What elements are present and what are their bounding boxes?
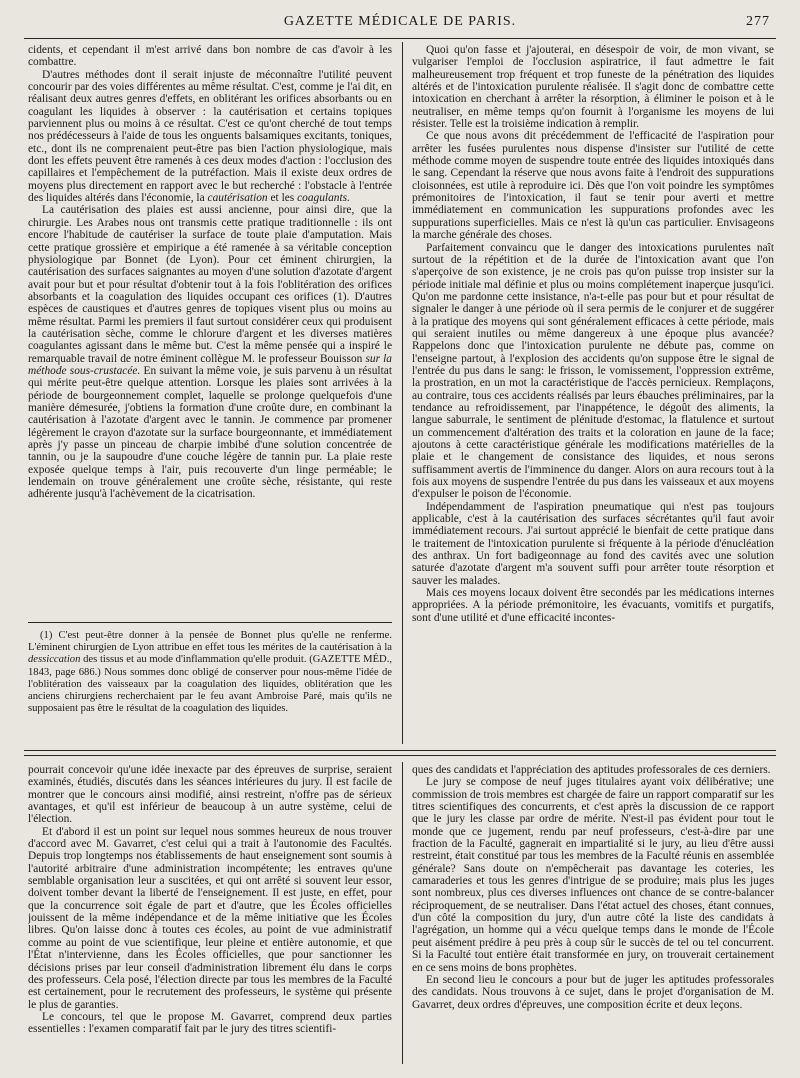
paragraph: Quoi qu'on fasse et j'ajouterai, en désespoir de voir, de mon vivant, se vulgariser l'emploi de l'occlusion aspiratrice, il faut admettre le fait malheureusement trop fréquent et trop funeste de la pénétration des liquides altérés et de l'intoxication purulente réalisée. Il s'agit donc de combattre cette intoxication en cherchant à arrêter la résorption, à éliminer le poison et à le neutraliser, en même temps qu'on fournit à l'organisme les moyens de lui résister. Telle est la troisième indication à remplir. [412,44,774,131]
lower-column-divider [402,762,403,1064]
upper-column-divider [402,42,403,744]
header-rule [24,38,776,39]
emphasis: sur la méthode sous-crustacée. [28,352,392,377]
section-rule-bottom [24,755,776,756]
paragraph: Mais ces moyens locaux doivent être secondés par les médications internes appropriées. A la période prémonitoire, les évacuants, vomitifs et purgatifs, sont d'une utilité et d'une efficacité incontes- [412,587,774,624]
lower-left-column [28,764,392,1064]
upper-right-column [412,44,774,744]
paragraph: Le concours, tel que le propose M. Gavarret, comprend deux parties essentielles : l'examen comparatif fait par le jury des titres scientifi- [28,1010,392,1036]
page-number: 277 [746,14,770,29]
paragraph: Le jury se compose de neuf juges titulaires ayant voix délibérative; une commission de trois membres est chargée de faire un rapport comparatif sur les titres scientifiques des concurrents, et c'est après la discussion de ce rapport que le jury les classe par ordre de mérite. N'est-il pas évident pour tout le monde que ce jugement, rendu par neuf professeurs, c'est-à-dire par une fraction de la Faculté, gagnerait en impartialité si le jury, au lieu d'être aussi restreint, était constitué par tous les membres de la Faculté réunis en assemblée générale? Sans doute on n'empêcherait pas davantage les coteries, les camaraderies et tous les genres d'intrigue de se produire; mais plus les juges sont nombreux, plus ces diverses influences ont chance de se contre-balancer réciproquement, de se neutraliser. Dans l'état actuel des choses, étant connues, d'un côté la composition du jury, d'un autre côté la liste des candidats à l'agrégation, un homme qui a vécu quelque temps dans le monde de l'École peut aisément prédire à peu près à coup sûr le succès de tel ou tel concurrent. Si la Faculté tout entière était transformée en jury, on trouverait certainement en ce sens moins de bons prophètes. [412,776,774,974]
paragraph: pourrait concevoir qu'une idée inexacte par des épreuves de surprise, seraient examinés, étudiés, discutés dans les séances intérieures du jury. Il est facile de montrer que le concours ainsi modifié, ainsi restreint, n'offre pas de sérieux avantages, et qu'il est inférieur de beaucoup à un autre système, celui de l'élection. [28,764,392,826]
paragraph: Et d'abord il est un point sur lequel nous sommes heureux de nous trouver d'accord avec M. Gavarret, c'est celui qui a trait à l'autonomie des Facultés. Depuis trop longtemps nos établissements de haut enseignement sont soumis à l'autorité arbitraire d'une administration incompétente; les entraves qu'une semblable organisation leur a suscitées, et qui ont arrêté si souvent leur essor, doivent tomber devant la liberté de l'enseignement. Il est juste, en effet, pour que la concurrence soit égale de part et d'autre, que les Écoles officielles jouissent de la même indépendance et de la même initiative que les Écoles libres. Qu'on laisse donc à toutes ces écoles, au point de vue administratif comme au point de vue scientifique, leur pleine et entière autonomie, et que l'État n'intervienne, dans les Écoles officielles, que pour sanctionner les décisions prises par leur conseil d'administration librement élu dans le corps des professeurs. Cela posé, l'élection directe par tous les membres de la Faculté est certainement, pour le recrutement des professeurs, le système qui présente le plus de garanties. [28,825,392,1011]
footnote-text: (1) C'est peut-être donner à la pensée de Bonnet plus qu'elle ne renferme. L'éminent chirurgien de Lyon attribue en effet tous les mérites de la cautérisation à la dessiccation des tissus et au mode d'inflammation qu'elle produit. (GAZETTE MÉD., 1843, page 686.) Nous sommes donc obligé de conserver pour nous-même l'idée de l'oblitération des vaisseaux par la coagulation des liquides, oblitération que les anciens chirurgiens recherchaient par le feu avant Ambroise Paré, mais qu'ils ne supposaient pas être le résultat de la coagulation des liquides. [28,630,392,715]
emphasis: dessiccation [28,654,81,666]
section-rule-top [24,750,776,751]
paragraph: ques des candidats et l'appréciation des aptitudes professorales de ces derniers. [412,764,771,776]
journal-title: GAZETTE MÉDICALE DE PARIS. [283,14,517,29]
running-header [30,14,770,36]
paragraph: Ce que nous avons dit précédemment de l'efficacité de l'aspiration pour arrêter les fusées purulentes nous dispense d'insister sur l'utilité de cette méthode comme moyen de suspendre toute entrée des liquides intoxiqués dans le sang. Cependant la réserve que nous avons faite à l'endroit des suppurations cloisonnées, est utile à reproduire ici. Dès que l'on voit poindre les symptômes prémonitoires de l'intoxication, il faut se tenir pour averti et mettre immédiatement en communication les suppurations profondes avec les suppurations superficielles. Mais ce n'est là qu'un cas particulier. Envisageons la marche générale des choses. [412,130,774,242]
footnote [28,630,392,744]
emphasis: cautérisation [207,192,268,205]
emphasis: coagulants. [297,192,350,205]
paragraph: Indépendamment de l'aspiration pneumatique qui n'est pas toujours applicable, c'est à la cautérisation des surfaces sécrétantes qu'il faut avoir immédiatement recours. J'ai surtout apprécié le bienfait de cette pratique dans le traitement de l'intoxication purulente si fréquente à la période d'énucléation des anthrax. Un fort badigeonnage au fond des cavités avec une solution saturée d'azotate d'argent m'a souvent suffi pour arrêter toute résorption et sauver les malades. [412,500,774,587]
upper-left-column [28,44,392,612]
paragraph: La cautérisation des plaies est aussi ancienne, pour ainsi dire, que la chirurgie. Les Arabes nous ont transmis cette pratique traditionnelle : ils ont encore l'habitude de cautériser la surface de toute plaie d'amputation. Mais cette pratique grossière et empirique a été ramenée à sa véritable conception physiologique par Bonnet (de Lyon). Pour cet éminent chirurgien, la cautérisation des surfaces saignantes au moyen d'une solution d'azotate d'argent avait pour but et pour résultat d'obtenir tout à la fois l'oblitération des orifices absorbants et la coagulation des liquides occupant ces orifices (1). D'autres espèces de caustiques et d'autres genres de topiques visent plus ou moins au même résultat. Parmi les premiers il faut surtout considérer ceux qui produisent la cautérisation sèche, comme le chlorure d'argent et les diverses matières coagulantes agissant dans le même but. C'est la même pensée qui a inspiré le remarquable travail de notre éminent collègue M. le professeur Bouisson sur la méthode sous-crustacée. En suivant la même voie, je suis parvenu à un résultat qui mérite peut-être quelque attention. Lorsque les plaies sont arrivées à la période de bourgeonnement complet, laquelle se prolonge quelquefois d'une manière démesurée, j'obtiens la formation d'une croûte dure, en combinant la cautérisation à l'azotate d'argent avec le tannin. Je commence par promener légèrement le crayon d'azotate sur la surface bourgeonnante, et immédiatement après j'y passe un pinceau de charpie imbibé d'une solution concentrée de tannin, ou je la saupoudre d'une couche légère de tannin pur. La plaie reste exposée quelque temps à l'air, puis recouverte d'un linge perméable; le lendemain on trouve généralement une croûte sèche, résistante, qui reste adhérente jusqu'à l'achèvement de la cicatrisation. [28,204,392,501]
paragraph: cidents, et cependant il m'est arrivé dans bon nombre de cas d'avoir à les combattre. [28,44,392,69]
lower-right-column [412,764,774,1064]
paragraph: Parfaitement convaincu que le danger des intoxications purulentes naît surtout de la répétition et de la durée de l'intoxication avant que l'on s'aperçoive de son existence, je ne crois pas qu'on puisse trop insister sur la période initiale mal définie et plus ou moins complétement inaperçue jusqu'ici. Qu'on me pardonne cette insistance, n'a-t-elle pas pour but et pour résultat de signaler le danger à une période où il sera permis de le conjurer et de suggérer à la pratique des moyens qui sont généralement efficaces à cette période, mais qui seraient inutiles ou même dangereux à une époque plus avancée? Rappelons donc que l'intoxication purulente ne débute pas, comme on l'enseigne partout, à l'explosion des accidents qu'on suppose être le signal de l'entrée du pus dans le sang: le frisson, le vomissement, l'oppression extrême, la prostration, en un mot la caractéristique de l'accès pernicieux. Remplaçons, au contraire, tous ces accidents réalisés par leurs ébauches préliminaires, par la tendance au refroidissement, par l'inappétence, le dégoût des aliments, la langue saburrale, le sentiment de plénitude d'estomac, la flatulence et surtout un commencement d'altération des traits et la coloration en jaune de la face; ajoutons à cette caractéristique générale les modifications matérielles de la plaie et le changement de consistance des liquides, et nous serons suffisamment avertis de l'imminence du danger. Alors on aura recours tout à la fois aux moyens de suspendre l'entrée du pus dans les vaisseaux et aux moyens d'expulser le poison de l'économie. [412,241,774,501]
footnote-rule [28,622,392,623]
paragraph: En second lieu le concours a pour but de juger les aptitudes professorales des candidats. Nous trouvons à ce sujet, dans le projet d'organisation de M. Gavarret, deux ordres d'épreuves, une composition écrite et deux leçons. [412,973,774,1011]
paragraph: D'autres méthodes dont il serait injuste de méconnaître l'utilité peuvent concourir par des voies différentes au même résultat. C'est, comme je l'ai dit, en réalisant deux autres genres d'effets, en oblitérant les orifices absorbants ou en coagulant les liquides à observer : la cautérisation et certains topiques parviennent plus ou moins à ce résultat. C'est ce qu'ont cherché de tout temps nos prédécesseurs à l'aide de tous les onguents balsamiques excitants, toniques, etc., dont ils ne comprenaient peut-être pas bien l'action physiologique, mais dont les effets peuvent être ramenés à ces deux modes d'action : l'occlusion des capillaires et l'empêchement de la putréfaction. Mais il existe deux ordres de moyens plus directement en rapport avec le but recherché : l'obstacle à l'entrée des liquides altérés dans l'économie, la cautérisation et les coagulants. [28,68,392,205]
